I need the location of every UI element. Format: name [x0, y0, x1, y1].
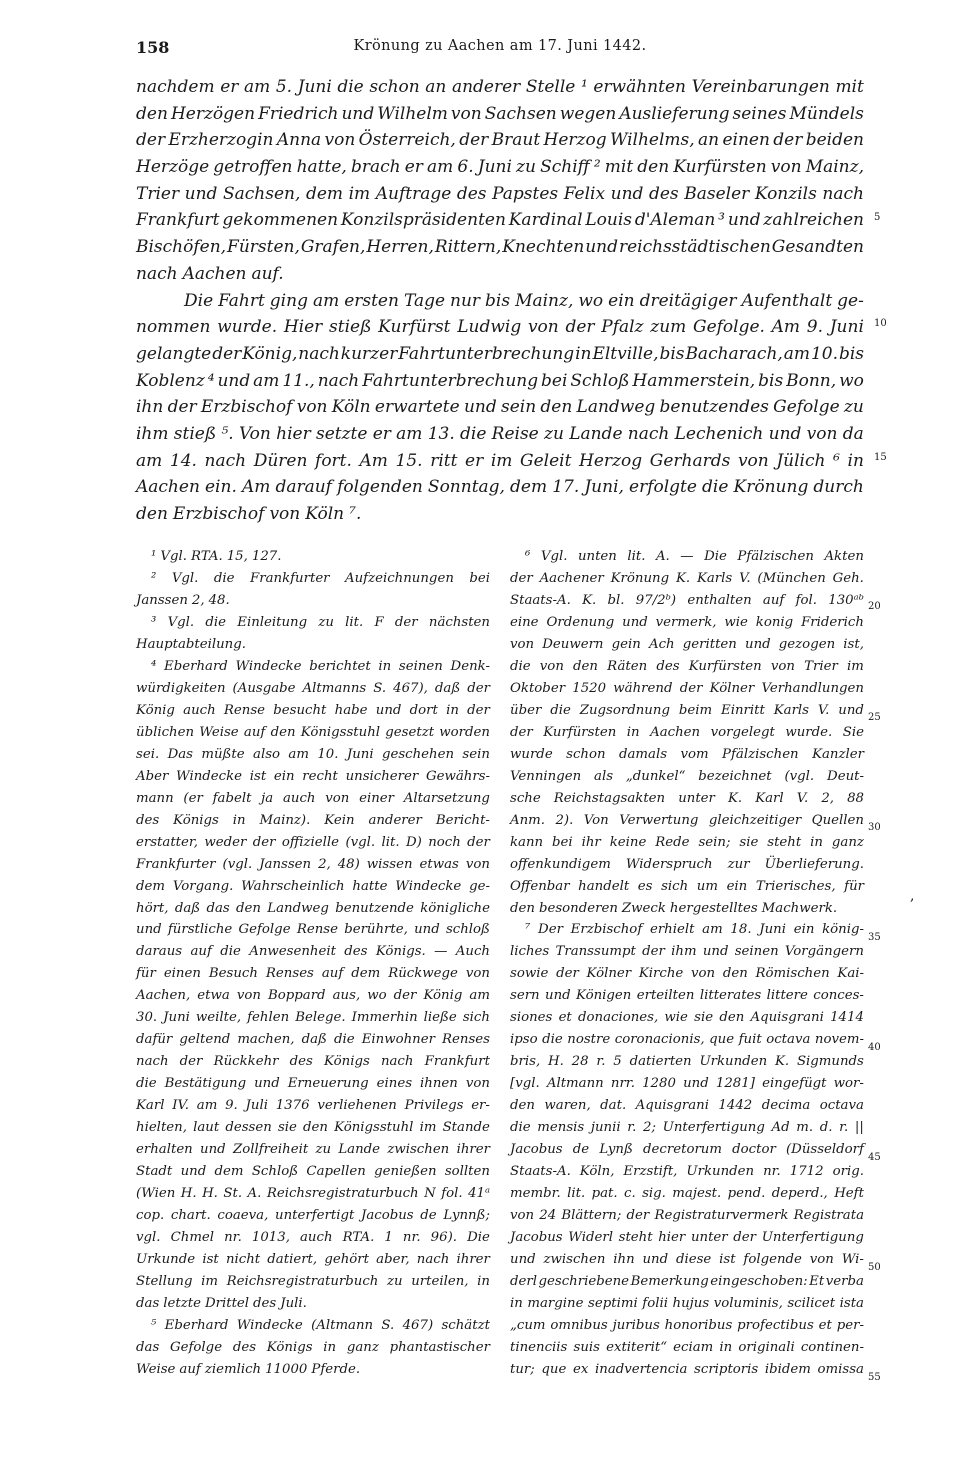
text-line: Oktober 1520 während der Kölner Verhandlungen [510, 680, 864, 696]
text-line: ⁵ Eberhard Windecke (Altmann S. 467) schätzt [151, 1317, 490, 1333]
text-line: „cum omnibus juribus honoribus profectibus et per- [510, 1317, 864, 1333]
text-line: von Deuwern gein Ach geritten und gezogen ist, [510, 636, 864, 652]
text-line: würdigkeiten (Ausgabe Altmanns S. 467), daß der [136, 680, 490, 696]
text-line: offenkundigem Widerspruch zur Überlieferung. [510, 856, 864, 872]
main-text [136, 74, 864, 528]
text-line: cop. chart. coaeva, unterfertigt Jacobus de Lynnß; [136, 1208, 490, 1224]
text-line: den Erzbischof von Köln ⁷. [136, 504, 362, 524]
text-line: bris, H. 28 r. 5 datierten Urkunden K. Sigmunds [510, 1054, 864, 1070]
text-line: Aber Windecke ist ein recht unsicherer Gewährs- [136, 768, 490, 784]
line-number: 15 [874, 452, 887, 463]
text-line: und fürstliche Gefolge Rense berührte, und schloß [136, 922, 490, 938]
text-line: ¹ Vgl. RTA. 15, 127. [151, 549, 282, 564]
text-line: Bischöfen, Fürsten, Grafen, Herren, Rittern, Knechten und reichsstädtischen Gesandten [136, 237, 864, 258]
line-number: 45 [868, 1152, 881, 1163]
running-head: Krönung zu Aachen am 17. Juni 1442. [353, 38, 647, 54]
text-line: Staats-A. K. bl. 97/2ᵇ) enthalten auf fol. 130ᵃᵇ [510, 592, 864, 608]
text-line: Offenbar handelt es sich um ein Trierisches, für [510, 878, 864, 894]
text-line: den Herzögen Friedrich und Wilhelm von Sachsen wegen Auslieferung seines Mündels [136, 103, 864, 124]
text-line: und zwischen ihn und diese ist folgende von Wi- [510, 1252, 864, 1267]
text-line: am 14. nach Düren fort. Am 15. ritt er im Geleit Herzog Gerhards von Jülich ⁶ in [136, 450, 864, 471]
line-number: 40 [868, 1042, 881, 1053]
text-line: Frankfurt gekommenen Konzilspräsidenten Kardinal Louis d'Aleman ³ und zahlreichen [136, 210, 864, 231]
text-line: hört, daß das den Landweg benutzende königliche [136, 900, 490, 916]
text-line: derl geschriebene Bemerkung eingeschoben: Et verba [510, 1273, 864, 1289]
text-line: König auch Rense besucht habe und dort in der [136, 702, 490, 718]
line-number: 30 [868, 822, 881, 833]
text-line: ⁴ Eberhard Windecke berichtet in seinen Denk- [151, 658, 490, 674]
text-line: das Gefolge des Königs in ganz phantastischer [136, 1339, 490, 1355]
text-line: des Königs in Mainz). Kein anderer Bericht- [136, 812, 490, 828]
page-header [136, 38, 864, 58]
text-line: ⁶ Vgl. unten lit. A. — Die Pfälzischen Akten [525, 549, 864, 564]
text-line: 30. Juni weilte, fehlen Belege. Immerhin ließe sich [136, 1010, 490, 1026]
text-line: Jacobus de Lynß decretorum doctor (Düsseldorf [510, 1142, 864, 1158]
line-number: 35 [868, 932, 881, 943]
text-line: daraus auf die Anwesenheit des Königs. — Auch [136, 944, 490, 960]
text-line: für einen Besuch Renses auf dem Rückwege von [136, 966, 490, 982]
text-line: der Erzherzogin Anna von Österreich, der Braut Herzog Wilhelms, an einen der beiden [136, 130, 864, 151]
text-line: gelangte der König, nach kurzer Fahrtunterbrechung in Eltville, bis Bacharach, am 10. bis [136, 343, 864, 364]
text-line: ihm stieß ⁵. Von hier setzte er am 13. die Reise zu Lande nach Lechenich und von da [136, 423, 864, 444]
text-line: Jacobus Widerl steht hier unter der Unterfertigung [510, 1230, 864, 1246]
line-number: 10 [874, 318, 887, 329]
text-line: dem Vorgang. Wahrscheinlich hatte Windecke ge- [136, 878, 490, 894]
line-number: 5 [874, 212, 881, 223]
text-line: von 24 Blättern; der Registraturvermerk Registrata [510, 1208, 864, 1224]
text-line: Stadt und dem Schloß Capellen genießen sollten [136, 1164, 490, 1180]
text-line: Koblenz ⁴ und am 11., nach Fahrtunterbrechung bei Schloß Hammerstein, bis Bonn, wo [136, 370, 864, 391]
text-line: membr. lit. pat. c. sig. majest. pend. deperd., Heft [510, 1186, 864, 1202]
text-line: tur; que ex inadvertencia scriptoris ibidem omissa [510, 1361, 864, 1377]
text-line: Aachen, etwa von Boppard aus, wo der König am [136, 988, 490, 1004]
text-line: Aachen ein. Am darauf folgenden Sonntag, dem 17. Juni, erfolgte die Krönung durch [136, 477, 864, 498]
text-line: Venningen als „dunkel“ bezeichnet (vgl. Deut- [510, 768, 864, 784]
text-line: nach der Rückkehr des Königs nach Frankfurt [136, 1054, 490, 1070]
text-line: über die Zugsordnung beim Einritt Karls V. und [510, 702, 864, 718]
text-line: Anm. 2). Von Verwertung gleichzeitiger Quellen [510, 812, 864, 828]
text-line: eine Ordenung und vermerk, wie konig Friderich [510, 614, 864, 630]
text-line: den besonderen Zweck hergestelltes Machwerk. [510, 900, 838, 916]
text-line: Hauptabteilung. [136, 636, 246, 652]
text-line: wurde schon damals vom Pfälzischen Kanzler [510, 746, 864, 762]
text-line: vgl. Chmel nr. 1013, auch RTA. 1 nr. 96). Die [136, 1230, 490, 1246]
text-line: mann (er fabelt ja auch von einer Altarsetzung [136, 790, 490, 806]
text-line: den waren, dat. Aquisgrani 1442 decima octava [510, 1098, 864, 1114]
text-line: Staats-A. Köln, Erzstift, Urkunden nr. 1712 orig. [510, 1164, 864, 1180]
text-line: ipso die nostre coronacionis, que fuit octava novem- [510, 1032, 864, 1048]
text-line: die mensis junii r. 2; Unterfertigung Ad m. d. r. || [510, 1120, 864, 1136]
text-line: erstatter, weder der offizielle (vgl. lit. D) noch der [136, 834, 490, 850]
text-line: ³ Vgl. die Einleitung zu lit. F der nächsten [151, 614, 490, 630]
margin-mark: , [910, 888, 915, 904]
footnotes-right-column [510, 546, 864, 1381]
text-line: Trier und Sachsen, dem im Auftrage des Papstes Felix und des Baseler Konzils nach [136, 183, 864, 204]
page-number: 158 [136, 38, 170, 57]
text-line: der Kurfürsten in Aachen vorgelegt wurde. Sie [510, 724, 864, 740]
text-line: sowie der Kölner Kirche von den Römischen Kai- [510, 966, 864, 982]
text-line: die von den Räten des Kurfürsten von Trier im [510, 658, 864, 674]
text-line: sei. Das müßte also am 10. Juni geschehen sein [136, 746, 490, 762]
text-line: nachdem er am 5. Juni die schon an anderer Stelle ¹ erwähnten Vereinbarungen mit [136, 77, 864, 97]
text-line: siones et donaciones, wie sie den Aquisgrani 1414 [510, 1010, 864, 1026]
text-line: Herzöge getroffen hatte, brach er am 6. Juni zu Schiff ² mit den Kurfürsten von Mainz, [136, 157, 864, 178]
text-line: hielten, laut dessen sie den Königsstuhl im Stande [136, 1120, 490, 1136]
text-line: ² Vgl. die Frankfurter Aufzeichnungen bei [151, 570, 490, 586]
text-line: dafür geltend machen, daß die Einwohner Renses [136, 1032, 490, 1048]
text-line: Janssen 2, 48. [136, 592, 230, 608]
text-line: ⁷ Der Erzbischof erhielt am 18. Juni ein könig- [525, 922, 864, 938]
line-number: 50 [868, 1262, 881, 1273]
text-line: sern und Königen erteilten litterates littere conces- [510, 988, 864, 1004]
text-line: [vgl. Altmann nrr. 1280 und 1281] eingefügt wor- [510, 1076, 864, 1092]
text-line: ihn der Erzbischof von Köln erwartete und sein den Landweg benutzendes Gefolge zu [136, 397, 864, 418]
text-line: das letzte Drittel des Juli. [136, 1295, 307, 1311]
text-line: tinenciis suis extiterit“ eciam in originali continen- [510, 1339, 864, 1355]
text-line: in margine septimi folii hujus voluminis, scilicet ista [510, 1295, 864, 1311]
line-number: 55 [868, 1372, 881, 1383]
footnotes-left-column [136, 546, 490, 1381]
text-line: Karl IV. am 9. Juli 1376 verliehenen Privilegs er- [136, 1098, 490, 1114]
text-line: erhalten und Zollfreiheit zu Lande zwischen ihrer [136, 1142, 490, 1158]
text-line: nommen wurde. Hier stieß Kurfürst Ludwig von der Pfalz zum Gefolge. Am 9. Juni [136, 317, 864, 338]
text-line: üblichen Weise auf den Königsstuhl gesetzt worden [136, 724, 490, 740]
text-line: kann bei ihr keine Rede sein; sie steht in ganz [510, 834, 864, 850]
text-line: der Aachener Krönung K. Karls V. (München Geh. [510, 570, 864, 586]
text-line: die Bestätigung und Erneuerung eines ihnen von [136, 1076, 490, 1092]
line-number: 20 [868, 601, 881, 612]
text-line: nach Aachen auf. [136, 263, 284, 284]
text-line: liches Transsumpt der ihm und seinen Vorgängern [510, 944, 864, 960]
text-line: Frankfurter (vgl. Janssen 2, 48) wissen etwas von [136, 856, 490, 872]
text-line: Weise auf ziemlich 11000 Pferde. [136, 1361, 361, 1377]
text-line: Stellung im Reichsregistraturbuch zu urteilen, in [136, 1273, 490, 1289]
text-line: Urkunde ist nicht datiert, gehört aber, nach ihrer [136, 1252, 490, 1267]
line-number: 25 [868, 712, 881, 723]
text-line: sche Reichstagsakten unter K. Karl V. 2, 88 [510, 790, 864, 806]
text-line: (Wien H. H. St. A. Reichsregistraturbuch N fol. 41ᵃ [136, 1186, 490, 1202]
text-line: Die Fahrt ging am ersten Tage nur bis Mainz, wo ein dreitägiger Aufenthalt ge- [184, 290, 864, 311]
